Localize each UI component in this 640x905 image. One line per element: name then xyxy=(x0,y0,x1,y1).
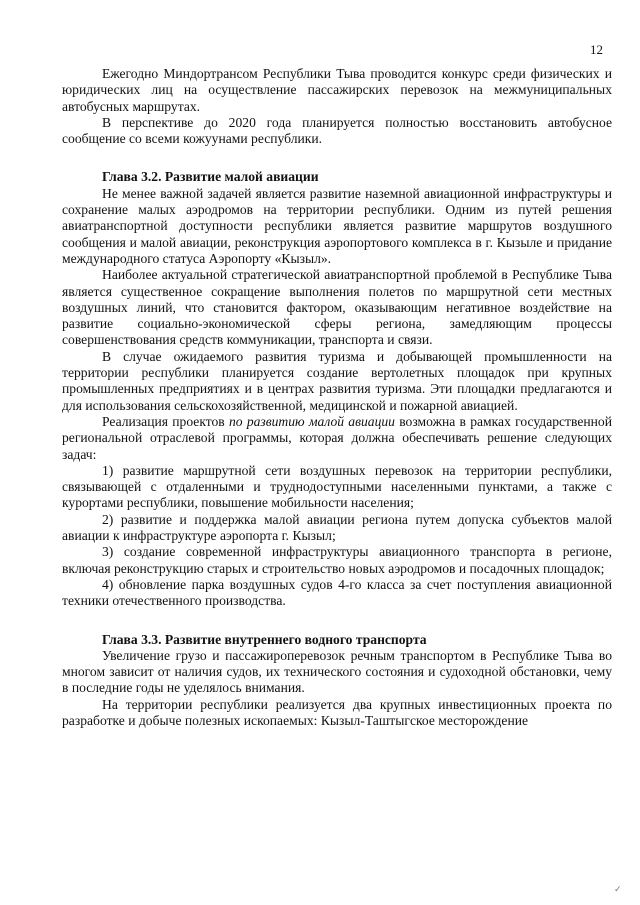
heading-chapter-3-2: Глава 3.2. Развитие малой авиации xyxy=(102,169,319,185)
corner-mark: ✓ xyxy=(614,884,622,894)
document-body xyxy=(62,66,612,729)
paragraph-3: Не менее важной задачей является развитие наземной авиационной инфраструктуры и сохранение малых аэродромов на территории республики. Одним из путей решения авиатранспортной доступности республики является развитие маршрутов воздушного сообщения и малой авиации, реконструкция аэропортового комплекса в г. Кызыле и придание международного статуса Аэропорту «Кызыл». xyxy=(62,185,612,266)
paragraph-4: Наиболее актуальной стратегической авиатранспортной проблемой в Республике Тыва является существенное сокращение выполнения полетов по маршрутной сети местных воздушных линий, что становится фактором, оказывающим негативное воздействие на развитие социально-экономической сферы региона, замедляющим процессы совершенствования средств коммуникации, транспорта и связи. xyxy=(62,267,612,348)
paragraph-5: В случае ожидаемого развития туризма и добывающей промышленности на территории республики планируется создание вертолетных площадок при крупных промышленных предприятиях и в центрах развития туризма. Эти площадки предлагаются и для использования сельскохозяйственной, медицинской и пожарной авиацией. xyxy=(62,348,612,413)
paragraph-2: В перспективе до 2020 года планируется полностью восстановить автобусное сообщение со всеми кожуунами республики. xyxy=(62,114,612,147)
paragraph-6-end: возможна в рамках государственной региональной отраслевой программы, которая должна обеспечивать решение следующих задач: xyxy=(62,413,612,462)
paragraph-6-emphasis: по развитию малой авиации xyxy=(228,413,395,429)
paragraph-1: Ежегодно Миндортрансом Республики Тыва проводится конкурс среди физических и юридических лиц на осуществление пассажирских перевозок на межмуниципальных автобусных маршрутах. xyxy=(62,66,612,114)
heading-chapter-3-3: Глава 3.3. Развитие внутреннего водного транспорта xyxy=(102,631,427,647)
list-item-3: 3) создание современной инфраструктуры авиационного транспорта в регионе, включая реконструкцию старых и строительство новых аэродромов и посадочных площадок; xyxy=(62,544,612,576)
paragraph-6-start: Реализация проектов xyxy=(102,413,229,429)
paragraph-7: Увеличение грузо и пассажироперевозок речным транспортом в Республике Тыва во многом зависит от наличия судов, их технического состояния и судоходной обстановки, чему в последние годы не уделялось внимания. xyxy=(62,647,612,696)
paragraph-8: На территории республики реализуется два крупных инвестиционных проекта по разработке и добыче полезных ископаемых: Кызыл-Таштыгское месторождение xyxy=(62,696,612,728)
list-item-2: 2) развитие и поддержка малой авиации региона путем допуска субъектов малой авиации к инфраструктуре аэропорта г. Кызыл; xyxy=(62,511,612,544)
page-number: 12 xyxy=(590,42,603,57)
list-item-1: 1) развитие маршрутной сети воздушных перевозок на территории республики, связывающей с отдаленными и труднодоступными населенными пунктами, а также с курортами республики, повышение мобильности населения; xyxy=(62,462,612,511)
paragraph-6 xyxy=(62,414,612,463)
list-item-4: 4) обновление парка воздушных судов 4-го класса за счет поступления авиационной техники отечественного производства. xyxy=(62,576,612,609)
